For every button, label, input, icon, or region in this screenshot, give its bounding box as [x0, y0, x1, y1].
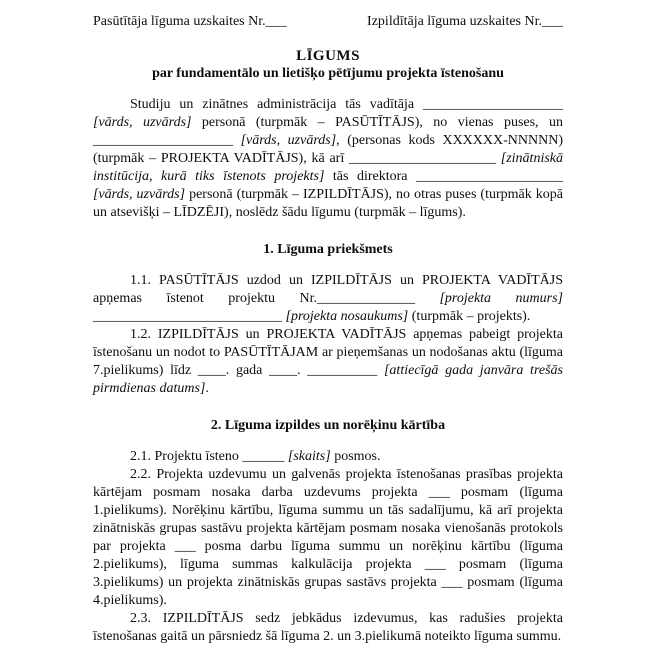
clause-1-2: 1.2. IZPILDĪTĀJS un PROJEKTA VADĪTĀJS apņemas pabeigt projekta īstenošanu un nodot to PASŪTĪTĀJAM ar pieņemšanas un nodošanas aktu (līguma 7.pielikums) līdz ____. gada ____. __________ [attiecīgā gada janvāra trešās pirmdienas datums]. [93, 327, 563, 396]
section-1-heading: 1. Līguma priekšmets [263, 242, 393, 257]
customer-contract-number-label: Pasūtītāja līguma uzskaites Nr.___ [93, 14, 287, 29]
document-title: LĪGUMS [296, 48, 360, 64]
document-subtitle: par fundamentālo un lietišķo pētījumu projekta īstenošanu [152, 66, 504, 81]
title-block [93, 47, 563, 83]
clause-1-1: 1.1. PASŪTĪTĀJS uzdod un IZPILDĪTĀJS un PROJEKTA VADĪTĀJS apņemas īstenot projektu Nr.______________ [projekta numurs] ___________________________ [projekta nosaukums] (turpmāk – projekts). [93, 273, 564, 324]
registration-numbers-row [93, 13, 563, 31]
contractor-contract-number-label: Izpildītāja līguma uzskaites Nr.___ [367, 14, 563, 29]
clause-2-3: 2.3. IZPILDĪTĀJS sedz jebkādus izdevumus, kas radušies projekta īstenošanas gaitā un pārsniedz šā līguma 2. un 3.pielikumā noteikto līguma summu. [93, 611, 563, 644]
section-2-heading: 2. Līguma izpildes un norēķinu kārtība [210, 418, 446, 433]
clause-2-1: 2.1. Projektu īsteno ______ [skaits] posmos. [130, 449, 381, 464]
preamble-paragraph: Studiju un zinātnes administrācija tās vadītāja ____________________ [vārds, uzvārds] personā (turpmāk – PASŪTĪTĀJS), no vienas puses, un ____________________ [vārds, uzvārds], (personas kods XXXXXX-NNNNN) (turpmāk – PROJEKTA VADĪTĀJS), kā arī _____________________ [zinātniskā institūcija, kurā tiks īstenots projekts] tās direktora _____________________ [vārds, uzvārds] personā (turpmāk – IZPILDĪTĀJS), no otras puses (turpmāk kopā un atsevišķi – LĪDZĒJI), noslēdz šādu līgumu (turpmāk – līgums). [93, 97, 564, 220]
clause-2-2: 2.2. Projekta uzdevumu un galvenās projekta īstenošanas prasības projekta kārtējam posmam nosaka darba uzdevums projekta ___ posmam (līguma 1.pielikums). Norēķinu kārtību, līguma summu un tās sadalījumu, kā arī projekta zinātniskās grupas sastāvu projekta kārtējam posmam nosaka vienošanās protokols par projekta ___ posma darbu līguma summu un norēķinu kārtību (līguma 2.pielikums), līguma summas kalkulācija projekta ___ posmam (līguma 3.pielikums) un projekta zinātniskās grupas sastāvs projekta ___ posmam (līguma 4.pielikums). [93, 467, 563, 608]
